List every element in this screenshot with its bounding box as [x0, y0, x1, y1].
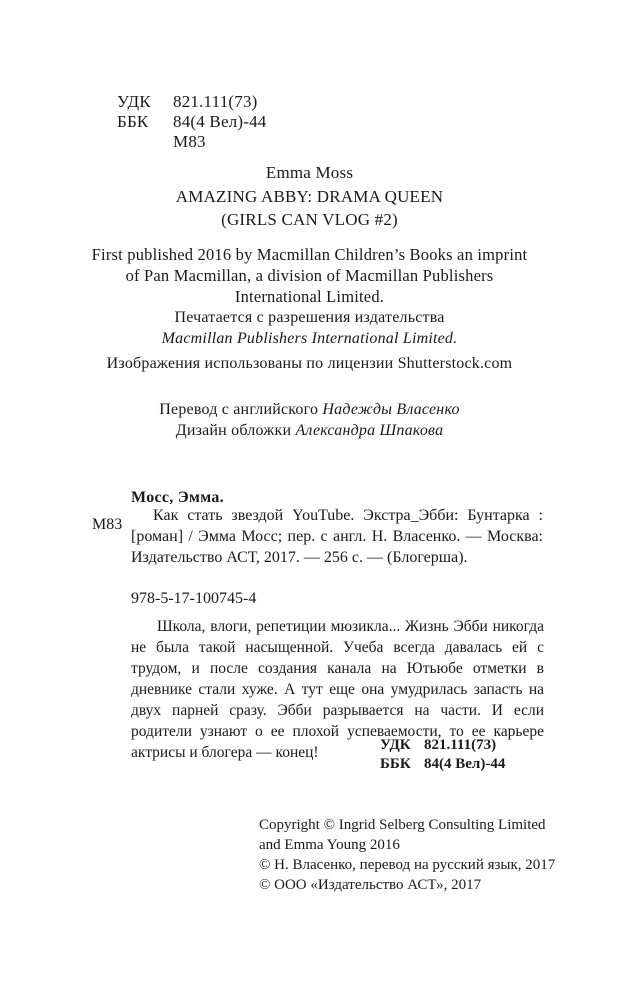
designer-name: Александра Шпакова [295, 422, 444, 439]
publication-line-2: of Pan Macmillan, a division of Macmillan Publishers [125, 266, 494, 285]
title-line-1: AMAZING ABBY: DRAMA QUEEN [175, 187, 444, 206]
udk-label: УДК [117, 92, 151, 111]
classification-codes [117, 92, 267, 152]
catalog-description: Как стать звездой YouTube. Экстра_Эбби: Бунтарка : [роман] / Эмма Мосс; пер. с англ. Н. Власенко. — Москва: Издательство АСТ, 2017. — 256 с. — (Блогерша). [131, 507, 543, 566]
title-line-2: (GIRLS CAN VLOG #2) [221, 210, 398, 229]
bbk-label-bottom: ББК [380, 756, 411, 772]
permission-line-2: Macmillan Publishers International Limited. [161, 330, 458, 347]
original-title [0, 185, 619, 231]
permission-note [0, 307, 619, 349]
udk-value: 821.111(73) [173, 92, 258, 111]
copyright-line-3: © Н. Власенко, перевод на русский язык, 2017 [259, 857, 556, 873]
permission-line-1: Печатается с разрешения издательства [174, 309, 445, 326]
bbk-value: 84(4 Вел)-44 [173, 112, 267, 131]
bbk-label: ББК [117, 112, 149, 131]
credits [0, 399, 619, 441]
publication-note [0, 244, 619, 307]
classification-codes-bottom [380, 736, 544, 774]
isbn: 978-5-17-100745-4 [131, 590, 257, 607]
cutter-code: М83 [173, 132, 206, 151]
copyright-block [259, 815, 555, 895]
udk-value-bottom: 821.111(73) [424, 737, 497, 753]
catalog-cutter-code: М83 [92, 516, 123, 533]
translator-name: Надежды Власенко [322, 401, 460, 418]
images-license-note: Изображения использованы по лицензии Shutterstock.com [106, 355, 513, 372]
udk-label-bottom: УДК [380, 737, 411, 753]
publication-line-3: International Limited. [234, 287, 385, 306]
design-credit [0, 420, 619, 441]
publication-line-1: First published 2016 by Macmillan Children’s Books an imprint [91, 245, 528, 264]
copyright-line-4: © ООО «Издательство АСТ», 2017 [259, 877, 482, 893]
copyright-line-1: Copyright © Ingrid Selberg Consulting Limited [259, 817, 546, 833]
bbk-value-bottom: 84(4 Вел)-44 [424, 756, 506, 772]
catalog-author: Мосс, Эмма. [131, 489, 224, 506]
author-original: Emma Moss [265, 163, 354, 182]
design-prefix: Дизайн обложки [175, 422, 292, 439]
translation-credit [0, 399, 619, 420]
copyright-line-2: and Emma Young 2016 [259, 837, 400, 853]
annotation: Школа, влоги, репетиции мюзикла... Жизнь Эбби никогда не была такой насыщенной. Учеба всегда давалась ей с трудом, и после создания канала на Ютьюбе отметки в дневнике стали хуже. А тут еще она умудрилась запасть на двух парней сразу. Эбби разрывается на части. И если родители узнают о ее плохой успеваемости, то ее карьере актрисы и блогера — конец! [131, 618, 544, 761]
translation-prefix: Перевод с английского [159, 401, 319, 418]
